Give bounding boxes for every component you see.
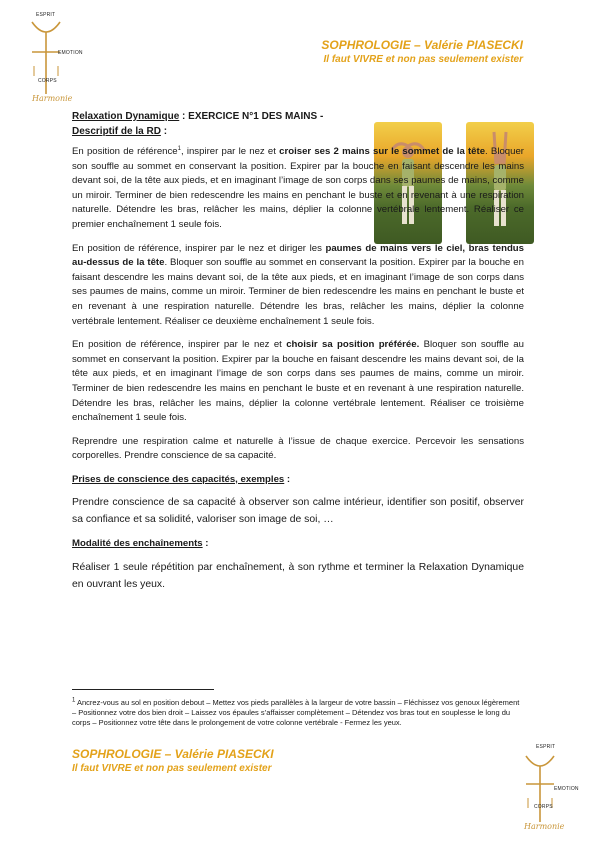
- p2-b: . Bloquer son souffle au sommet en conservant la position. Expirer par la bouche en faisant descendre les mains devant soi, de la tête aux pieds, et en imaginant l’image de son corps dans ses paumes de mains, comme un miroir. Terminer de bien redescendre les mains en penchant le buste et en revenant à une respiration naturelle. Détendre les bras, relâcher les mains, déplier la colonne vertébrale lentement. Réaliser ce deuxième enchaînement 1 seule fois.: [72, 257, 524, 327]
- header-title: SOPHROLOGIE – Valérie PIASECKI: [321, 38, 523, 52]
- page-header: [321, 38, 523, 65]
- footnote-marker: 1: [72, 697, 76, 704]
- p3-bold: choisir sa position préférée.: [286, 339, 420, 351]
- p1-b: , inspirer par le nez et: [180, 146, 280, 157]
- p1-a: En position de référence: [72, 146, 178, 157]
- brand-logo-top: [26, 8, 96, 118]
- paragraph-3: [72, 338, 524, 426]
- footer-title: SOPHROLOGIE – Valérie PIASECKI: [72, 747, 274, 761]
- logo-signature: Harmonie: [524, 822, 565, 831]
- sec3-rest: :: [202, 538, 209, 550]
- sec2-underlined: Prises de conscience des capacités, exemples: [72, 473, 285, 485]
- p3-b: Bloquer son souffle au sommet en conservant la position. Expirer par la bouche en faisant descendre les mains devant soi, de la tête aux pieds, et en imaginant l’image de son corps dans ses paumes de mains, comme un miroir. Terminer de bien redescendre les mains en penchant le buste et en revenant à une respiration naturelle. Détendre les bras, relâcher les mains, déplier la colonne vertébrale lentement. Réaliser ce troisième enchaînement 1 seule fois.: [72, 339, 524, 424]
- paragraph-5: Prendre conscience de sa capacité à observer son calme intérieur, identifier son positif, observer sa confiance et sa solidité, valoriser son image de soi, …: [72, 497, 524, 526]
- exercise-heading: [72, 110, 524, 125]
- heading-underlined: Relaxation Dynamique: [72, 111, 180, 122]
- sec2-rest: :: [284, 473, 291, 485]
- page-footer: [72, 747, 274, 774]
- header-tagline: Il faut VIVRE et non pas seulement exister: [323, 54, 523, 65]
- logo-word-esprit: ESPRIT: [36, 12, 56, 18]
- p2-bold: paumes de mains vers le ciel, bras tendus au-dessus de la tête: [72, 242, 525, 269]
- p2-a: En position de référence, inspirer par le nez et diriger les: [72, 242, 326, 254]
- p1-c: . Bloquer son souffle au sommet en conservant la position. Expirer par la bouche en faisant descendre les mains devant soi, de la tête aux pieds, et en imaginant l’image de son corps dans ses paumes de mains, comme un miroir. Terminer de bien redescendre les mains en penchant le buste et en revenant à une respiration naturelle. Détendre les bras, relâcher les mains, déplier la colonne vertébrale lentement. Réaliser ce premier enchaînement 1 seule fois.: [72, 146, 524, 230]
- logo-word-corps: CORPS: [38, 78, 57, 84]
- paragraph-1: [72, 145, 524, 233]
- footnote-text: Ancrez-vous au sol en position debout – Mettez vos pieds parallèles à la largeur de votre bassin – Fléchissez vos genoux légèrement – Positionnez votre dos bien droit – Laissez vos épaules s’affaisser complètement – Détendez vos bras tout en souplesse le long du corps – Positionnez votre tête dans le prolongement de votre colonne vertébrale - Fermez les yeux.: [72, 698, 520, 728]
- footer-tagline: Il faut VIVRE et non pas seulement exister: [72, 763, 272, 774]
- logo-word-emotion: EMOTION: [58, 50, 83, 56]
- sec3-underlined: Modalité des enchaînements: [72, 538, 203, 550]
- section-modalities-heading: [72, 537, 524, 552]
- document-body: [72, 110, 524, 602]
- paragraph-6: Réaliser 1 seule répétition par enchaînement, à son rythme et terminer la Relaxation Dynamique en ouvrant les yeux.: [72, 562, 524, 591]
- paragraph-4: Reprendre une respiration calme et naturelle à l’issue de chaque exercice. Percevoir les sensations corporelles. Prendre conscience de sa capacité.: [72, 435, 524, 462]
- footnote-ref[interactable]: 1: [177, 145, 181, 152]
- p3-a: En position de référence, inspirer par le nez et: [72, 339, 287, 351]
- brand-logo-bottom: [520, 742, 590, 852]
- footnote: [72, 698, 524, 729]
- logo-word-corps: CORPS: [534, 804, 553, 810]
- logo-word-emotion: EMOTION: [554, 786, 579, 792]
- section-capacities-heading: [72, 473, 524, 488]
- description-heading: [72, 125, 524, 140]
- subheading-rest: :: [160, 125, 168, 137]
- logo-word-esprit: ESPRIT: [536, 744, 556, 750]
- esprit-emotion-corps-symbol-icon: [26, 8, 96, 108]
- p1-bold: croiser ses 2 mains sur le sommet de la tête: [279, 146, 486, 157]
- logo-signature: Harmonie: [32, 94, 73, 103]
- subheading-underlined: Descriptif de la RD: [72, 125, 161, 137]
- heading-rest: : EXERCICE N°1 DES MAINS -: [179, 111, 324, 122]
- paragraph-2: [72, 242, 524, 330]
- footnote-divider: [72, 689, 214, 690]
